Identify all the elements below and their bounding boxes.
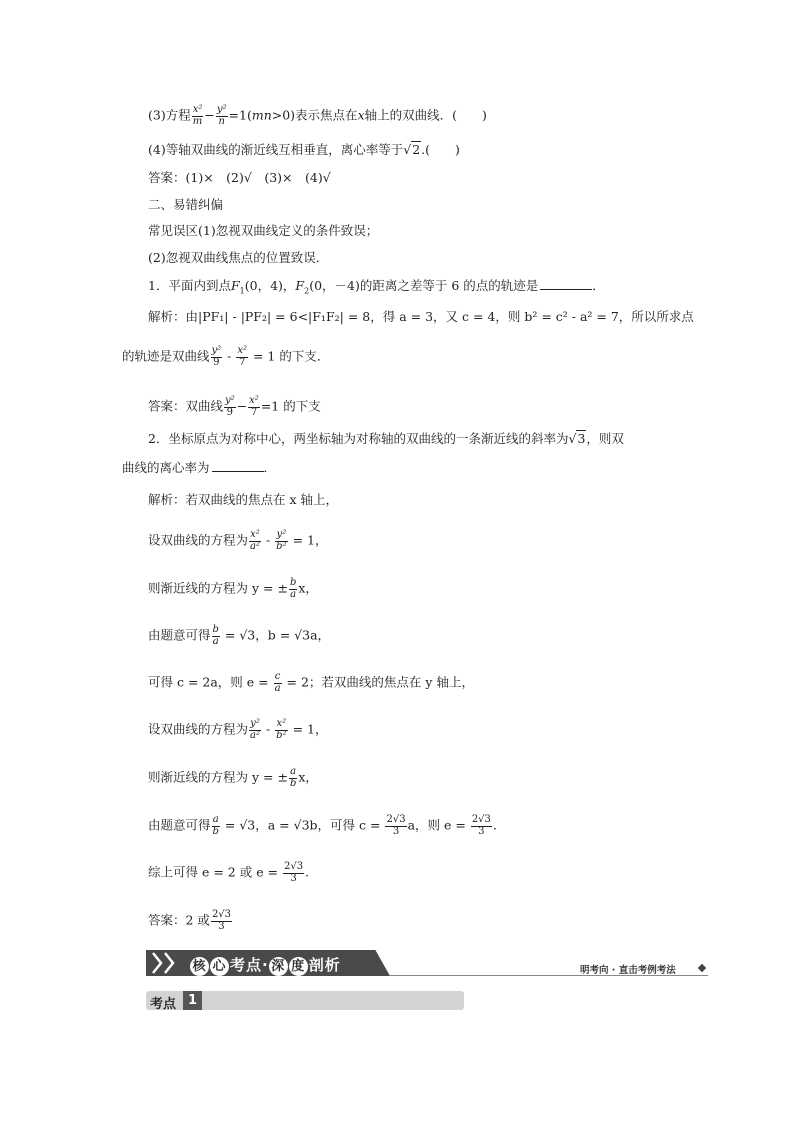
operator: -	[223, 348, 236, 364]
text: 2．坐标原点为对称中心，两坐标轴为对称轴的双曲线的一条渐近线的斜率为	[148, 431, 569, 446]
denominator: 7	[239, 356, 246, 368]
text: (0，4)，	[244, 278, 296, 293]
denominator: a²	[250, 729, 260, 741]
numerator: x²	[249, 395, 259, 406]
denominator: b²	[276, 540, 287, 552]
fraction	[275, 719, 287, 741]
text: >0)表示焦点在	[271, 107, 358, 123]
denominator: 3	[392, 825, 400, 837]
sqrt: √3	[568, 431, 586, 446]
fraction	[283, 862, 304, 884]
denominator: 3	[478, 825, 485, 837]
diamond-icon	[698, 964, 706, 972]
denominator: a	[212, 635, 219, 647]
numerator: y²	[225, 395, 235, 406]
section-heading: 二、易错纠偏	[148, 197, 224, 212]
denominator: 3	[218, 920, 225, 932]
fraction	[471, 815, 492, 837]
solution-line: 解析：由|PF₁| - |PF₂| = 6<|F₁F₂| = 8，得 a = 3，又 c = 4，则 b² = c² - a² = 7，所以所求点	[148, 309, 694, 324]
fraction	[289, 767, 297, 789]
fraction	[249, 719, 261, 741]
denominator: 3	[290, 872, 297, 884]
fraction	[236, 346, 248, 368]
banner-note: 明考向 · 直击考例考法	[580, 965, 676, 976]
numerator: 2√3	[386, 814, 406, 825]
solution-line	[148, 767, 318, 789]
text: (0，－4)的距离之差等于 6 的点的轨迹是	[309, 278, 539, 293]
denominator: b²	[276, 729, 287, 741]
text: x	[357, 107, 365, 123]
text: x，	[298, 769, 318, 785]
fraction	[224, 396, 236, 418]
denominator: a	[290, 588, 297, 600]
denominator: 9	[226, 406, 234, 418]
solution-line	[148, 862, 309, 884]
answer-blank	[540, 288, 592, 290]
numerator: y²	[211, 345, 222, 356]
denominator: a	[274, 682, 281, 694]
sqrt: √2	[403, 142, 421, 157]
solution-line	[122, 346, 329, 368]
text: ．	[263, 460, 277, 475]
fraction	[192, 105, 204, 127]
question-2-cont	[122, 462, 276, 475]
text-line: (2)忽视双曲线焦点的位置致误．	[148, 250, 329, 265]
radicand: 2	[412, 142, 421, 157]
text: F	[295, 278, 305, 293]
text: 综上可得 e = 2 或 e =	[148, 864, 283, 880]
solution-line	[148, 815, 497, 837]
fraction	[216, 105, 228, 127]
banner-char: 深	[269, 957, 288, 976]
answer-line: 答案：(1)× (2)√ (3)× (4)√	[148, 170, 331, 185]
answer-line	[148, 910, 233, 932]
banner-text: 考点·	[230, 956, 269, 974]
solution-line	[148, 530, 327, 552]
banner-char: 心	[210, 957, 229, 976]
numerator: 2√3	[284, 861, 304, 872]
text: 由题意可得	[148, 627, 211, 643]
fraction	[211, 910, 232, 932]
text: mn	[251, 107, 272, 123]
denominator: 7	[250, 406, 258, 418]
text: 1．平面内到点	[148, 278, 231, 293]
banner-text: 剖析	[308, 956, 341, 974]
fraction	[289, 578, 297, 600]
numerator: 2√3	[471, 814, 491, 825]
text: .	[492, 817, 497, 833]
denominator: a²	[250, 540, 260, 552]
numerator: x²	[237, 345, 248, 356]
text: (4)等轴双曲线的渐近线互相垂直，离心率等于	[148, 142, 404, 157]
text: = 2；若双曲线的焦点在 y 轴上，	[282, 674, 474, 690]
solution-line	[148, 625, 330, 647]
numerator: 2√3	[211, 909, 232, 920]
numerator: c	[274, 671, 281, 682]
text: a，则 e =	[407, 817, 470, 833]
question-2	[148, 433, 624, 446]
item-3	[148, 105, 487, 127]
fraction	[385, 815, 406, 837]
text: 则渐近线的方程为 y = ±	[148, 580, 288, 596]
fraction	[211, 346, 223, 368]
denominator: 9	[213, 356, 220, 368]
operator: -	[262, 721, 275, 737]
text: 轴上的双曲线．( )	[364, 107, 487, 123]
answer-line	[148, 396, 321, 418]
banner-title	[190, 954, 341, 976]
numerator: b	[289, 577, 297, 588]
fraction	[274, 672, 282, 694]
operator: −	[204, 107, 215, 123]
text: .( )	[421, 142, 460, 157]
text: = √3，b = √3a，	[220, 627, 331, 643]
text: (3)方程	[148, 107, 191, 123]
fraction	[248, 396, 260, 418]
chevron-right-icon	[162, 950, 176, 976]
text: 设双曲线的方程为	[148, 532, 249, 548]
text: 答案：2 或	[148, 912, 210, 928]
numerator: x²	[192, 104, 203, 115]
numerator: y²	[216, 104, 227, 115]
text-line: 常见误区(1)忽视双曲线定义的条件致误；	[148, 223, 379, 238]
solution-line	[148, 719, 327, 741]
text: =1(	[228, 107, 252, 123]
text: ．	[592, 278, 605, 293]
text: 曲线的离心率为	[122, 460, 210, 475]
text: 由题意可得	[148, 817, 211, 833]
solution-line: 解析：若双曲线的焦点在 x 轴上，	[148, 492, 338, 507]
text: = 1 的下支．	[249, 348, 330, 364]
solution-line	[148, 578, 318, 600]
numerator: y²	[276, 529, 287, 540]
text: = 1，	[288, 532, 328, 548]
text: 设双曲线的方程为	[148, 721, 249, 737]
text: 的轨迹是双曲线	[122, 348, 210, 364]
numerator: a	[290, 766, 297, 777]
text: .	[305, 864, 310, 880]
text: x，	[298, 580, 318, 596]
text: = √3，a = √3b，可得 c =	[220, 817, 385, 833]
answer-blank	[212, 470, 264, 472]
fraction	[249, 530, 261, 552]
numerator: y²	[250, 718, 260, 729]
text: 则渐近线的方程为 y = ±	[148, 769, 288, 785]
numerator: a	[212, 814, 219, 825]
denominator: b	[212, 825, 219, 837]
operator: -	[262, 532, 275, 548]
text: 可得 c = 2a，则 e =	[148, 674, 273, 690]
text: =1 的下支	[260, 398, 321, 414]
question-1	[148, 280, 605, 296]
operator: −	[236, 398, 248, 414]
solution-line	[148, 672, 474, 694]
item-4	[148, 144, 460, 157]
numerator: x²	[276, 718, 287, 729]
fraction	[212, 815, 220, 837]
denominator: m	[192, 115, 203, 127]
denominator: b	[289, 777, 297, 789]
text: F	[230, 278, 240, 293]
subscript: 1	[239, 286, 245, 296]
fraction	[212, 625, 220, 647]
text: 答案：双曲线	[148, 398, 224, 414]
subscript: 2	[304, 286, 310, 296]
denominator: n	[218, 115, 225, 127]
fraction	[275, 530, 287, 552]
numerator: b	[212, 624, 219, 635]
topic-number: 1	[183, 991, 202, 1010]
text: ，则双	[586, 431, 624, 446]
topic-label: 考点	[150, 997, 177, 1012]
numerator: x²	[250, 529, 260, 540]
text: = 1，	[288, 721, 328, 737]
banner-char: 核	[190, 957, 209, 976]
banner-char: 度	[289, 957, 308, 976]
radicand: 3	[577, 431, 586, 446]
